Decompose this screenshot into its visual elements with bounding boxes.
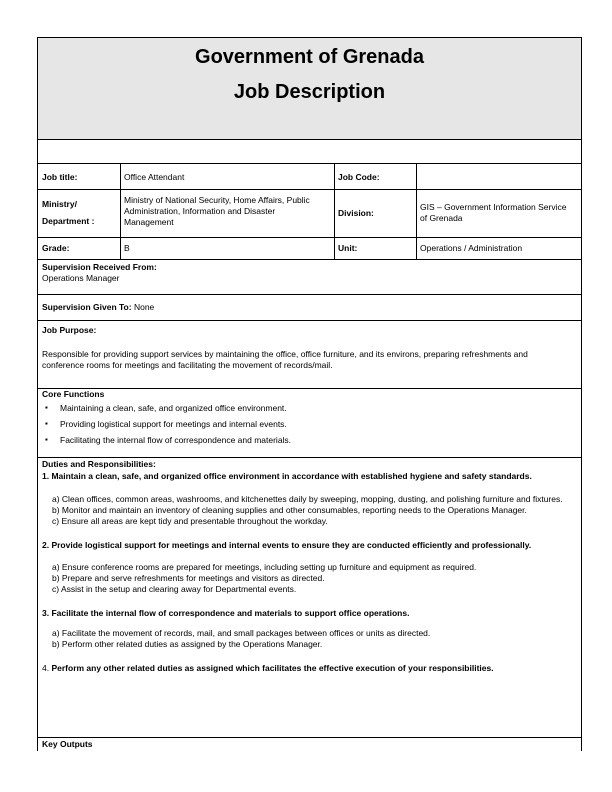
grade-value: B — [124, 243, 130, 253]
duty-4-number: 4. — [42, 663, 50, 673]
header-spacer-row — [38, 139, 581, 164]
supervision-received-label: Supervision Received From: — [42, 262, 157, 272]
row-divider — [38, 259, 581, 260]
job-purpose-text: Responsible for providing support services by maintaining the office, office furniture, and its environs, preparing refreshments and conference rooms for meetings and facilitating the movement of records/mail. — [42, 349, 528, 370]
supervision-given-section — [42, 302, 575, 313]
supervision-given-value: None — [133, 302, 155, 312]
duty-1b: b) Monitor and maintain an inventory of cleaning supplies and other consumables, reporting needs to the Operations Manager. — [52, 505, 527, 515]
duty-2-title: 2. Provide logistical support for meetings and internal events to ensure they are conducted efficiently and professionally. — [42, 540, 532, 550]
supervision-received-section — [42, 262, 575, 284]
job-purpose-section — [42, 325, 575, 336]
duty-3b: b) Perform other related duties as assigned by the Operations Manager. — [52, 639, 323, 649]
job-title-value: Office Attendant — [124, 172, 185, 182]
duty-2c: c) Assist in the setup and clearing away for Departmental events. — [52, 584, 297, 594]
duty-1c: c) Ensure all areas are kept tidy and presentable throughout the workday. — [52, 516, 328, 526]
job-code-label: Job Code: — [338, 172, 380, 182]
row-divider — [38, 320, 581, 321]
duty-4-title: Perform any other related duties as assigned which facilitates the effective execution of your responsibilities. — [51, 663, 494, 673]
list-item: ▪ Facilitating the internal flow of correspondence and materials. — [42, 432, 575, 448]
row-divider — [38, 737, 581, 738]
column-divider — [416, 164, 417, 259]
unit-value: Operations / Administration — [420, 243, 523, 253]
grade-label: Grade: — [42, 243, 70, 253]
duty-2a: a) Ensure conference rooms are prepared for meetings, including setting up furniture and equipment as required. — [52, 562, 477, 572]
list-item: ▪ Providing logistical support for meetings and internal events. — [42, 416, 575, 432]
government-title: Government of Grenada — [195, 46, 424, 68]
document-header — [38, 38, 581, 140]
duty-3a: a) Facilitate the movement of records, mail, and small packages between offices or units as directed. — [52, 628, 431, 638]
duty-4 — [42, 662, 575, 675]
job-title-label: Job title: — [42, 172, 78, 182]
core-functions-label: Core Functions — [42, 389, 105, 399]
ministry-label-line1: Ministry/ — [42, 199, 77, 209]
duty-3-title: 3. Facilitate the internal flow of correspondence and materials to support office operations. — [42, 608, 410, 618]
duty-1a: a) Clean offices, common areas, washrooms, and kitchenettes daily by sweeping, mopping, dusting, and polishing furniture and fixtures. — [52, 494, 563, 504]
duties-section — [42, 459, 575, 675]
job-purpose-label: Job Purpose: — [42, 325, 97, 335]
unit-label: Unit: — [338, 243, 358, 253]
supervision-received-value: Operations Manager — [42, 273, 120, 283]
ministry-value: Ministry of National Security, Home Affairs, Public Administration, Information and Disaster Management — [124, 195, 310, 227]
core-functions-list — [42, 400, 575, 448]
row-divider — [38, 294, 581, 295]
division-label: Division: — [338, 208, 374, 218]
ministry-label — [42, 199, 94, 227]
core-functions-section — [42, 389, 575, 448]
ministry-label-line2: Department : — [42, 216, 95, 226]
column-divider — [334, 164, 335, 259]
key-outputs-section — [42, 739, 575, 750]
document-title: Job Description — [233, 81, 386, 103]
key-outputs-label: Key Outputs — [42, 739, 93, 749]
row-divider — [38, 457, 581, 458]
duties-label: Duties and Responsibilities: — [42, 459, 156, 469]
division-value: GIS – Government Information Service of Grenada — [420, 202, 567, 223]
supervision-given-label: Supervision Given To: — [42, 302, 132, 312]
column-divider — [120, 164, 121, 259]
job-description-page — [37, 37, 582, 751]
duty-1-title: 1. Maintain a clean, safe, and organized office environment in accordance with established hygiene and safety standards. — [42, 471, 532, 481]
list-item: ▪ Maintaining a clean, safe, and organized office environment. — [42, 400, 575, 416]
duty-2b: b) Prepare and serve refreshments for meetings and visitors as directed. — [52, 573, 325, 583]
